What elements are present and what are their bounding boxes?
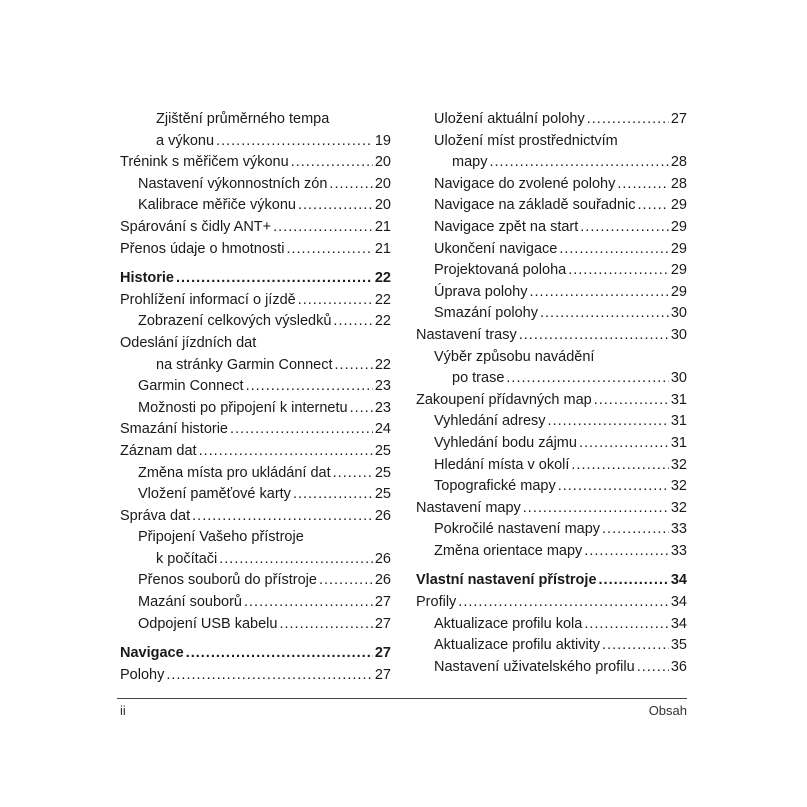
toc-entry-page: 24: [374, 421, 391, 438]
toc-entry[interactable]: [138, 614, 391, 636]
toc-entry[interactable]: [120, 419, 391, 441]
toc-entry-page: 34: [670, 615, 687, 632]
toc-entry-title: Zobrazení celkových výsledků: [138, 313, 332, 330]
toc-entry-title: po trase: [452, 370, 505, 387]
toc-entry-title: Vložení paměťové karty: [138, 486, 291, 503]
toc-leader-dots: [587, 109, 669, 131]
toc-entry[interactable]: [138, 398, 391, 420]
toc-entry-page: 31: [670, 413, 687, 430]
toc-entry-title: Odeslání jízdních dat: [120, 334, 257, 351]
toc-entry[interactable]: [138, 311, 391, 333]
toc-entry-title: Nastavení mapy: [416, 499, 521, 516]
toc-entry[interactable]: [452, 152, 687, 174]
toc-entry-page: 28: [670, 154, 687, 171]
toc-entry-title: Navigace: [120, 645, 184, 662]
toc-entry[interactable]: [434, 519, 687, 541]
toc-entry-page: 28: [670, 175, 687, 192]
toc-entry-page: 36: [670, 658, 687, 675]
toc-entry-page: 25: [374, 442, 391, 459]
toc-entry[interactable]: [120, 239, 391, 261]
toc-entry-title: Profily: [416, 594, 457, 611]
toc-entry[interactable]: [434, 541, 687, 563]
toc-entry[interactable]: [120, 268, 391, 290]
toc-entry-title: Spárování s čidly ANT+: [120, 218, 272, 235]
toc-entry[interactable]: [416, 498, 687, 520]
toc-entry-title: Nastavení trasy: [416, 326, 517, 343]
toc-leader-dots: [558, 476, 669, 498]
toc-leader-dots: [350, 398, 373, 420]
toc-leader-dots: [230, 419, 373, 441]
toc-entry-title: Odpojení USB kabelu: [138, 615, 278, 632]
toc-leader-dots: [333, 463, 373, 485]
toc-entry-title: Projektovaná poloha: [434, 262, 567, 279]
toc-entry-page: 25: [374, 464, 391, 481]
toc-leader-dots: [519, 325, 669, 347]
toc-entry-page: 22: [374, 270, 391, 287]
toc-entry-page: 26: [374, 550, 391, 567]
toc-entry-title: Topografické mapy: [434, 478, 556, 495]
toc-entry[interactable]: [434, 635, 687, 657]
toc-entry-page: 29: [670, 262, 687, 279]
toc-entry-page: 31: [670, 434, 687, 451]
toc-entry-page: 33: [670, 542, 687, 559]
toc-entry[interactable]: [138, 174, 391, 196]
toc-entry-title: Vyhledání bodu zájmu: [434, 434, 577, 451]
toc-entry[interactable]: [138, 527, 391, 549]
toc-entry-page: 27: [374, 666, 391, 683]
footer-section-title: Obsah: [648, 703, 687, 718]
toc-entry[interactable]: [138, 195, 391, 217]
toc-leader-dots: [602, 635, 669, 657]
toc-leader-dots: [637, 657, 669, 679]
toc-entry-page: 23: [374, 399, 391, 416]
toc-leader-dots: [176, 268, 373, 290]
toc-leader-dots: [506, 368, 668, 390]
toc-leader-dots: [568, 260, 669, 282]
toc-entry[interactable]: [434, 455, 687, 477]
toc-entry[interactable]: [120, 290, 391, 312]
toc-leader-dots: [291, 152, 373, 174]
toc-leader-dots: [216, 131, 373, 153]
toc-entry-page: 26: [374, 572, 391, 589]
toc-entry[interactable]: [416, 592, 687, 614]
toc-entry-page: 26: [374, 507, 391, 524]
toc-entry-title: Trénink s měřičem výkonu: [120, 154, 289, 171]
toc-entry[interactable]: [138, 592, 391, 614]
toc-entry[interactable]: [434, 433, 687, 455]
toc-entry-page: 29: [670, 240, 687, 257]
toc-entry[interactable]: [120, 333, 391, 355]
toc-leader-dots: [584, 541, 669, 563]
toc-entry-page: 21: [374, 218, 391, 235]
toc-entry-page: 31: [670, 391, 687, 408]
toc-entry-page: 20: [374, 175, 391, 192]
toc-entry-title: Navigace do zvolené polohy: [434, 175, 616, 192]
toc-leader-dots: [489, 152, 668, 174]
toc-entry-title: Historie: [120, 270, 174, 287]
toc-entry-title: Garmin Connect: [138, 378, 244, 395]
toc-entry[interactable]: [434, 411, 687, 433]
toc-entry-title: Navigace zpět na start: [434, 218, 579, 235]
toc-entry-title: Kalibrace měřiče výkonu: [138, 197, 296, 214]
toc-leader-dots: [540, 303, 669, 325]
toc-leader-dots: [298, 290, 373, 312]
toc-entry[interactable]: [434, 109, 687, 131]
toc-leader-dots: [594, 390, 669, 412]
toc-leader-dots: [273, 217, 373, 239]
toc-entry-title: Navigace na základě souřadnic: [434, 197, 636, 214]
toc-leader-dots: [559, 239, 669, 261]
toc-leader-dots: [458, 592, 669, 614]
toc-entry[interactable]: [434, 347, 687, 369]
toc-entry-page: 33: [670, 521, 687, 538]
toc-entry-title: Pokročilé nastavení mapy: [434, 521, 601, 538]
toc-entry-page: 32: [670, 456, 687, 473]
toc-entry-page: 29: [670, 218, 687, 235]
toc-entry-title: Smazání historie: [120, 421, 228, 438]
toc-entry[interactable]: [434, 131, 687, 153]
toc-entry[interactable]: [120, 506, 391, 528]
toc-entry-page: 29: [670, 197, 687, 214]
toc-leader-dots: [584, 614, 669, 636]
toc-leader-dots: [279, 614, 372, 636]
toc-entry-title: Vyhledání adresy: [434, 413, 546, 430]
toc-leader-dots: [244, 592, 373, 614]
toc-entry[interactable]: [416, 570, 687, 592]
toc-leader-dots: [580, 217, 669, 239]
toc-entry[interactable]: [434, 260, 687, 282]
toc-leader-dots: [571, 455, 668, 477]
toc-entry-title: mapy: [452, 154, 488, 171]
toc-entry[interactable]: [138, 376, 391, 398]
toc-entry-title: Aktualizace profilu kola: [434, 615, 583, 632]
toc-entry-title: Nastavení výkonnostních zón: [138, 175, 328, 192]
toc-leader-dots: [599, 570, 669, 592]
toc-leader-dots: [246, 376, 373, 398]
toc-entry-title: k počítači: [156, 550, 218, 567]
toc-entry[interactable]: [434, 282, 687, 304]
toc-entry-title: Ukončení navigace: [434, 240, 558, 257]
toc-entry-page: 20: [374, 197, 391, 214]
toc-entry[interactable]: [434, 657, 687, 679]
toc-entry-title: Aktualizace profilu aktivity: [434, 637, 601, 654]
toc-leader-dots: [602, 519, 669, 541]
toc-entry-page: 34: [670, 594, 687, 611]
toc-entry-title: Uložení aktuální polohy: [434, 111, 585, 127]
toc-entry[interactable]: [138, 570, 391, 592]
toc-entry-page: 20: [374, 154, 391, 171]
toc-entry-title: Změna orientace mapy: [434, 542, 583, 559]
toc-entry-title: Změna místa pro ukládání dat: [138, 464, 331, 481]
toc-leader-dots: [329, 174, 372, 196]
toc-entry-title: Přenos údaje o hmotnosti: [120, 240, 285, 257]
toc-entry-title: Záznam dat: [120, 442, 197, 459]
toc-entry[interactable]: [120, 665, 391, 687]
toc-leader-dots: [199, 441, 373, 463]
toc-leader-dots: [166, 665, 373, 687]
toc-entry[interactable]: [434, 217, 687, 239]
toc-leader-dots: [319, 570, 373, 592]
toc-entry-title: Správa dat: [120, 507, 191, 524]
toc-entry-title: Výběr způsobu navádění: [434, 348, 595, 365]
toc-entry[interactable]: [416, 325, 687, 347]
toc-entry-page: 30: [670, 370, 687, 387]
toc-leader-dots: [638, 195, 669, 217]
toc-entry[interactable]: [434, 476, 687, 498]
toc-entry[interactable]: [156, 549, 391, 571]
toc-right-column: [416, 109, 687, 678]
toc-entry-title: Smazání polohy: [434, 305, 538, 322]
toc-entry-title: Mazání souborů: [138, 594, 242, 611]
toc-entry[interactable]: [138, 463, 391, 485]
toc-left-column: [120, 109, 391, 686]
toc-entry-page: 21: [374, 240, 391, 257]
toc-entry-page: 27: [670, 111, 687, 127]
toc-entry-page: 35: [670, 637, 687, 654]
toc-entry[interactable]: [434, 174, 687, 196]
toc-entry-title: Uložení míst prostřednictvím: [434, 132, 618, 149]
toc-leader-dots: [530, 282, 669, 304]
toc-entry-page: 23: [374, 378, 391, 395]
toc-entry-page: 32: [670, 499, 687, 516]
toc-entry-page: 22: [374, 356, 391, 373]
toc-entry[interactable]: [416, 390, 687, 412]
toc-entry[interactable]: [434, 614, 687, 636]
toc-leader-dots: [617, 174, 668, 196]
toc-entry[interactable]: [434, 239, 687, 261]
toc-leader-dots: [293, 484, 373, 506]
toc-entry[interactable]: [156, 109, 391, 131]
toc-entry-title: na stránky Garmin Connect: [156, 356, 333, 373]
toc-entry[interactable]: [120, 217, 391, 239]
toc-entry-title: Polohy: [120, 666, 165, 683]
toc-entry-page: 19: [374, 132, 391, 149]
toc-leader-dots: [286, 239, 372, 261]
toc-entry[interactable]: [138, 484, 391, 506]
toc-entry[interactable]: [434, 303, 687, 325]
toc-leader-dots: [579, 433, 669, 455]
toc-entry-title: a výkonu: [156, 132, 215, 149]
toc-entry-page: 25: [374, 486, 391, 503]
toc-entry-title: Úprava polohy: [434, 283, 528, 300]
toc-entry-title: Přenos souborů do přístroje: [138, 572, 317, 589]
footer-divider: [117, 698, 687, 699]
toc-leader-dots: [335, 355, 373, 377]
toc-leader-dots: [186, 643, 373, 665]
toc-entry-title: Hledání místa v okolí: [434, 456, 570, 473]
footer-page-number: ii: [120, 703, 126, 718]
toc-entry-page: 30: [670, 305, 687, 322]
toc-leader-dots: [548, 411, 669, 433]
toc-entry-title: Zakoupení přídavných map: [416, 391, 592, 408]
toc-leader-dots: [192, 506, 373, 528]
toc-entry[interactable]: [434, 195, 687, 217]
toc-entry[interactable]: [156, 355, 391, 377]
toc-entry-page: 27: [374, 594, 391, 611]
toc-entry[interactable]: [120, 643, 391, 665]
toc-entry[interactable]: [120, 441, 391, 463]
toc-entry-page: 34: [670, 572, 687, 589]
toc-entry[interactable]: [452, 368, 687, 390]
toc-entry-page: 30: [670, 326, 687, 343]
toc-leader-dots: [219, 549, 373, 571]
toc-entry-title: Možnosti po připojení k internetu: [138, 399, 348, 416]
toc-entry-title: Připojení Vašeho přístroje: [138, 529, 304, 546]
toc-entry-page: 27: [374, 645, 391, 662]
toc-entry-page: 27: [374, 615, 391, 632]
toc-entry-page: 32: [670, 478, 687, 495]
toc-entry-title: Vlastní nastavení přístroje: [416, 572, 597, 589]
toc-leader-dots: [298, 195, 373, 217]
toc-leader-dots: [333, 311, 372, 333]
toc-leader-dots: [523, 498, 669, 520]
toc-entry[interactable]: [156, 131, 391, 153]
toc-entry-title: Nastavení uživatelského profilu: [434, 658, 635, 675]
toc-entry-page: 22: [374, 313, 391, 330]
toc-entry-page: 22: [374, 291, 391, 308]
toc-entry-page: 29: [670, 283, 687, 300]
toc-entry-title: Prohlížení informací o jízdě: [120, 291, 296, 308]
toc-entry[interactable]: [120, 152, 391, 174]
toc-entry-title: Zjištění průměrného tempa: [156, 111, 330, 127]
